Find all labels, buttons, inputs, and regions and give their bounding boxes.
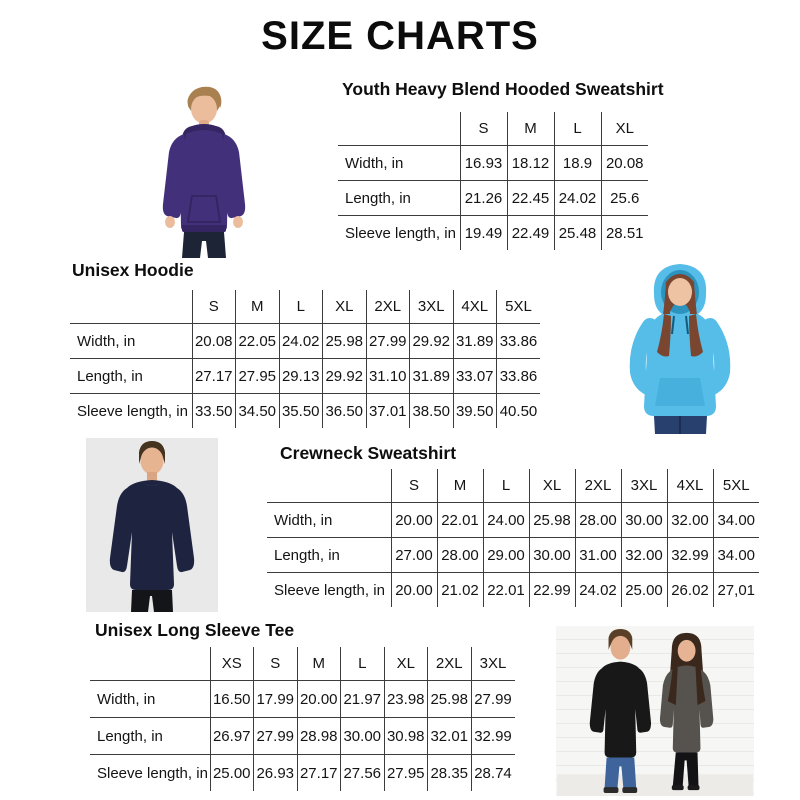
size-value-cell: 32.99 (471, 718, 515, 755)
size-column-header: L (483, 469, 529, 503)
size-column-header: M (437, 469, 483, 503)
size-value-cell: 23.98 (384, 681, 428, 718)
size-value-cell: 38.50 (410, 394, 454, 429)
size-value-cell: 16.50 (210, 681, 254, 718)
size-value-cell: 27,01 (713, 573, 759, 608)
size-value-cell: 33.07 (453, 359, 497, 394)
size-column-header: 2XL (428, 647, 472, 681)
size-value-cell: 25.48 (554, 216, 601, 251)
size-value-cell: 34.50 (236, 394, 280, 429)
measurement-row (90, 755, 515, 792)
size-value-cell: 28.51 (601, 216, 648, 251)
size-column-header: S (460, 112, 507, 146)
size-column-header: XS (210, 647, 254, 681)
size-column-header: S (254, 647, 298, 681)
size-value-cell: 26.93 (254, 755, 298, 792)
woman-blue-hoodie-photo (600, 256, 760, 434)
measurement-row (70, 394, 540, 429)
measurement-row (338, 181, 648, 216)
page-title: SIZE CHARTS (261, 14, 539, 58)
couple-man-face (611, 636, 631, 660)
size-value-cell: 24.02 (575, 573, 621, 608)
size-column-header: 2XL (575, 469, 621, 503)
measurement-label: Width, in (97, 690, 156, 708)
size-value-cell: 37.01 (366, 394, 410, 429)
size-column-header: M (236, 290, 280, 324)
size-column-header: 2XL (366, 290, 410, 324)
size-value-cell: 24.02 (554, 181, 601, 216)
size-value-cell: 27.95 (384, 755, 428, 792)
size-value-cell: 27.17 (192, 359, 236, 394)
size-value-cell: 30.00 (529, 538, 575, 573)
boy-figure (140, 78, 268, 258)
size-value-cell: 31.00 (575, 538, 621, 573)
couple-long-sleeve-tee-photo (556, 626, 754, 796)
size-value-cell: 29.13 (279, 359, 323, 394)
floor (557, 774, 753, 796)
size-value-cell: 21.26 (460, 181, 507, 216)
size-value-cell: 31.89 (410, 359, 454, 394)
measurement-label: Length, in (77, 367, 143, 385)
measurement-label: Sleeve length, in (77, 402, 188, 420)
measurement-row (70, 324, 540, 359)
size-value-cell: 25.00 (621, 573, 667, 608)
woman-figure (600, 256, 760, 434)
measurement-label: Length, in (97, 727, 163, 745)
gray-long-sleeve-tee (660, 666, 713, 753)
size-value-cell: 32.00 (621, 538, 667, 573)
size-column-header: 4XL (453, 290, 497, 324)
woman-face (668, 278, 692, 306)
size-value-cell: 29.92 (323, 359, 367, 394)
size-value-cell: 30.98 (384, 718, 428, 755)
size-value-cell: 29.00 (483, 538, 529, 573)
size-column-header: L (554, 112, 601, 146)
size-header-row (90, 647, 515, 681)
size-value-cell: 26.97 (210, 718, 254, 755)
size-value-cell: 25.98 (323, 324, 367, 359)
size-column-header: XL (384, 647, 428, 681)
measurement-label: Length, in (345, 189, 411, 207)
size-header-row (338, 112, 648, 146)
size-column-header: 3XL (621, 469, 667, 503)
measurement-label: Width, in (345, 154, 404, 172)
size-header-row (267, 469, 759, 503)
size-value-cell: 39.50 (453, 394, 497, 429)
size-column-header: XL (529, 469, 575, 503)
size-column-header: S (391, 469, 437, 503)
size-value-cell: 17.99 (254, 681, 298, 718)
size-column-header: S (192, 290, 236, 324)
size-column-header: M (297, 647, 341, 681)
size-column-header: 3XL (471, 647, 515, 681)
boy-purple-hoodie-photo (140, 78, 268, 258)
size-value-cell: 20.08 (601, 146, 648, 181)
size-value-cell: 35.50 (279, 394, 323, 429)
corner-cell (90, 647, 210, 681)
size-value-cell: 22.05 (236, 324, 280, 359)
measurement-row (267, 573, 759, 608)
corner-cell (338, 112, 460, 146)
youth-size-table (338, 112, 648, 250)
section-title-youth: Youth Heavy Blend Hooded Sweatshirt (342, 79, 664, 99)
size-value-cell: 28.35 (428, 755, 472, 792)
size-value-cell: 40.50 (497, 394, 541, 429)
size-value-cell: 32.00 (667, 503, 713, 538)
size-value-cell: 30.00 (621, 503, 667, 538)
size-value-cell: 33.86 (497, 324, 541, 359)
size-value-cell: 27.00 (391, 538, 437, 573)
measurement-label: Sleeve length, in (345, 224, 456, 242)
size-value-cell: 28.98 (297, 718, 341, 755)
size-value-cell: 19.49 (460, 216, 507, 251)
boy-jeans (182, 232, 226, 258)
size-value-cell: 33.86 (497, 359, 541, 394)
section-title-unisex-hoodie: Unisex Hoodie (72, 260, 194, 280)
measurement-label: Sleeve length, in (274, 581, 385, 599)
size-value-cell: 28.00 (437, 538, 483, 573)
measurement-label: Width, in (274, 511, 333, 529)
size-value-cell: 31.89 (453, 324, 497, 359)
size-value-cell: 25.98 (428, 681, 472, 718)
size-value-cell: 21.02 (437, 573, 483, 608)
size-value-cell: 27.95 (236, 359, 280, 394)
measurement-row (90, 718, 515, 755)
size-column-header: L (279, 290, 323, 324)
measurement-label: Width, in (77, 332, 136, 350)
size-value-cell: 31.10 (366, 359, 410, 394)
corner-cell (267, 469, 391, 503)
size-header-row (70, 290, 540, 324)
size-value-cell: 27.99 (471, 681, 515, 718)
section-title-long-sleeve-tee: Unisex Long Sleeve Tee (95, 620, 295, 640)
size-value-cell: 22.01 (483, 573, 529, 608)
size-value-cell: 18.9 (554, 146, 601, 181)
size-value-cell: 20.00 (391, 573, 437, 608)
measurement-row (267, 503, 759, 538)
size-value-cell: 21.97 (341, 681, 385, 718)
size-value-cell: 33.50 (192, 394, 236, 429)
size-value-cell: 26.02 (667, 573, 713, 608)
unisex-hoodie-size-table (70, 290, 540, 428)
size-column-header: 3XL (410, 290, 454, 324)
measurement-row (70, 359, 540, 394)
size-column-header: XL (601, 112, 648, 146)
size-value-cell: 22.45 (507, 181, 554, 216)
size-value-cell: 28.00 (575, 503, 621, 538)
purple-hoodie-body (180, 130, 228, 232)
size-value-cell: 22.01 (437, 503, 483, 538)
size-value-cell: 27.99 (254, 718, 298, 755)
size-value-cell: 36.50 (323, 394, 367, 429)
boy-face (191, 95, 217, 124)
size-value-cell: 32.01 (428, 718, 472, 755)
measurement-label: Length, in (274, 546, 340, 564)
man-face (141, 448, 164, 475)
size-value-cell: 25.6 (601, 181, 648, 216)
size-value-cell: 20.00 (297, 681, 341, 718)
size-value-cell: 27.56 (341, 755, 385, 792)
measurement-label: Sleeve length, in (97, 764, 208, 782)
size-value-cell: 22.49 (507, 216, 554, 251)
corner-cell (70, 290, 192, 324)
measurement-row (90, 681, 515, 718)
size-value-cell: 20.00 (391, 503, 437, 538)
size-value-cell: 22.99 (529, 573, 575, 608)
section-title-crewneck: Crewneck Sweatshirt (280, 443, 457, 463)
kangaroo-pocket (655, 378, 705, 406)
size-column-header: 4XL (667, 469, 713, 503)
size-column-header: M (507, 112, 554, 146)
size-column-header: 5XL (713, 469, 759, 503)
size-value-cell: 25.00 (210, 755, 254, 792)
black-long-sleeve-tee (590, 662, 651, 758)
crewneck-size-table (267, 469, 759, 607)
size-value-cell: 25.98 (529, 503, 575, 538)
size-value-cell: 30.00 (341, 718, 385, 755)
size-value-cell: 24.02 (279, 324, 323, 359)
size-value-cell: 24.00 (483, 503, 529, 538)
size-column-header: XL (323, 290, 367, 324)
size-value-cell: 34.00 (713, 538, 759, 573)
size-value-cell: 29.92 (410, 324, 454, 359)
size-value-cell: 32.99 (667, 538, 713, 573)
man-navy-crewneck-photo (86, 438, 218, 612)
measurement-row (338, 146, 648, 181)
long-sleeve-tee-size-table (90, 647, 515, 791)
couple-figures (556, 626, 754, 796)
man-figure (86, 438, 218, 612)
size-value-cell: 34.00 (713, 503, 759, 538)
couple-woman-face (678, 640, 696, 662)
size-column-header: 5XL (497, 290, 541, 324)
size-value-cell: 16.93 (460, 146, 507, 181)
measurement-row (338, 216, 648, 251)
size-value-cell: 27.99 (366, 324, 410, 359)
size-value-cell: 28.74 (471, 755, 515, 792)
size-value-cell: 20.08 (192, 324, 236, 359)
size-column-header: L (341, 647, 385, 681)
measurement-row (267, 538, 759, 573)
size-value-cell: 18.12 (507, 146, 554, 181)
size-value-cell: 27.17 (297, 755, 341, 792)
